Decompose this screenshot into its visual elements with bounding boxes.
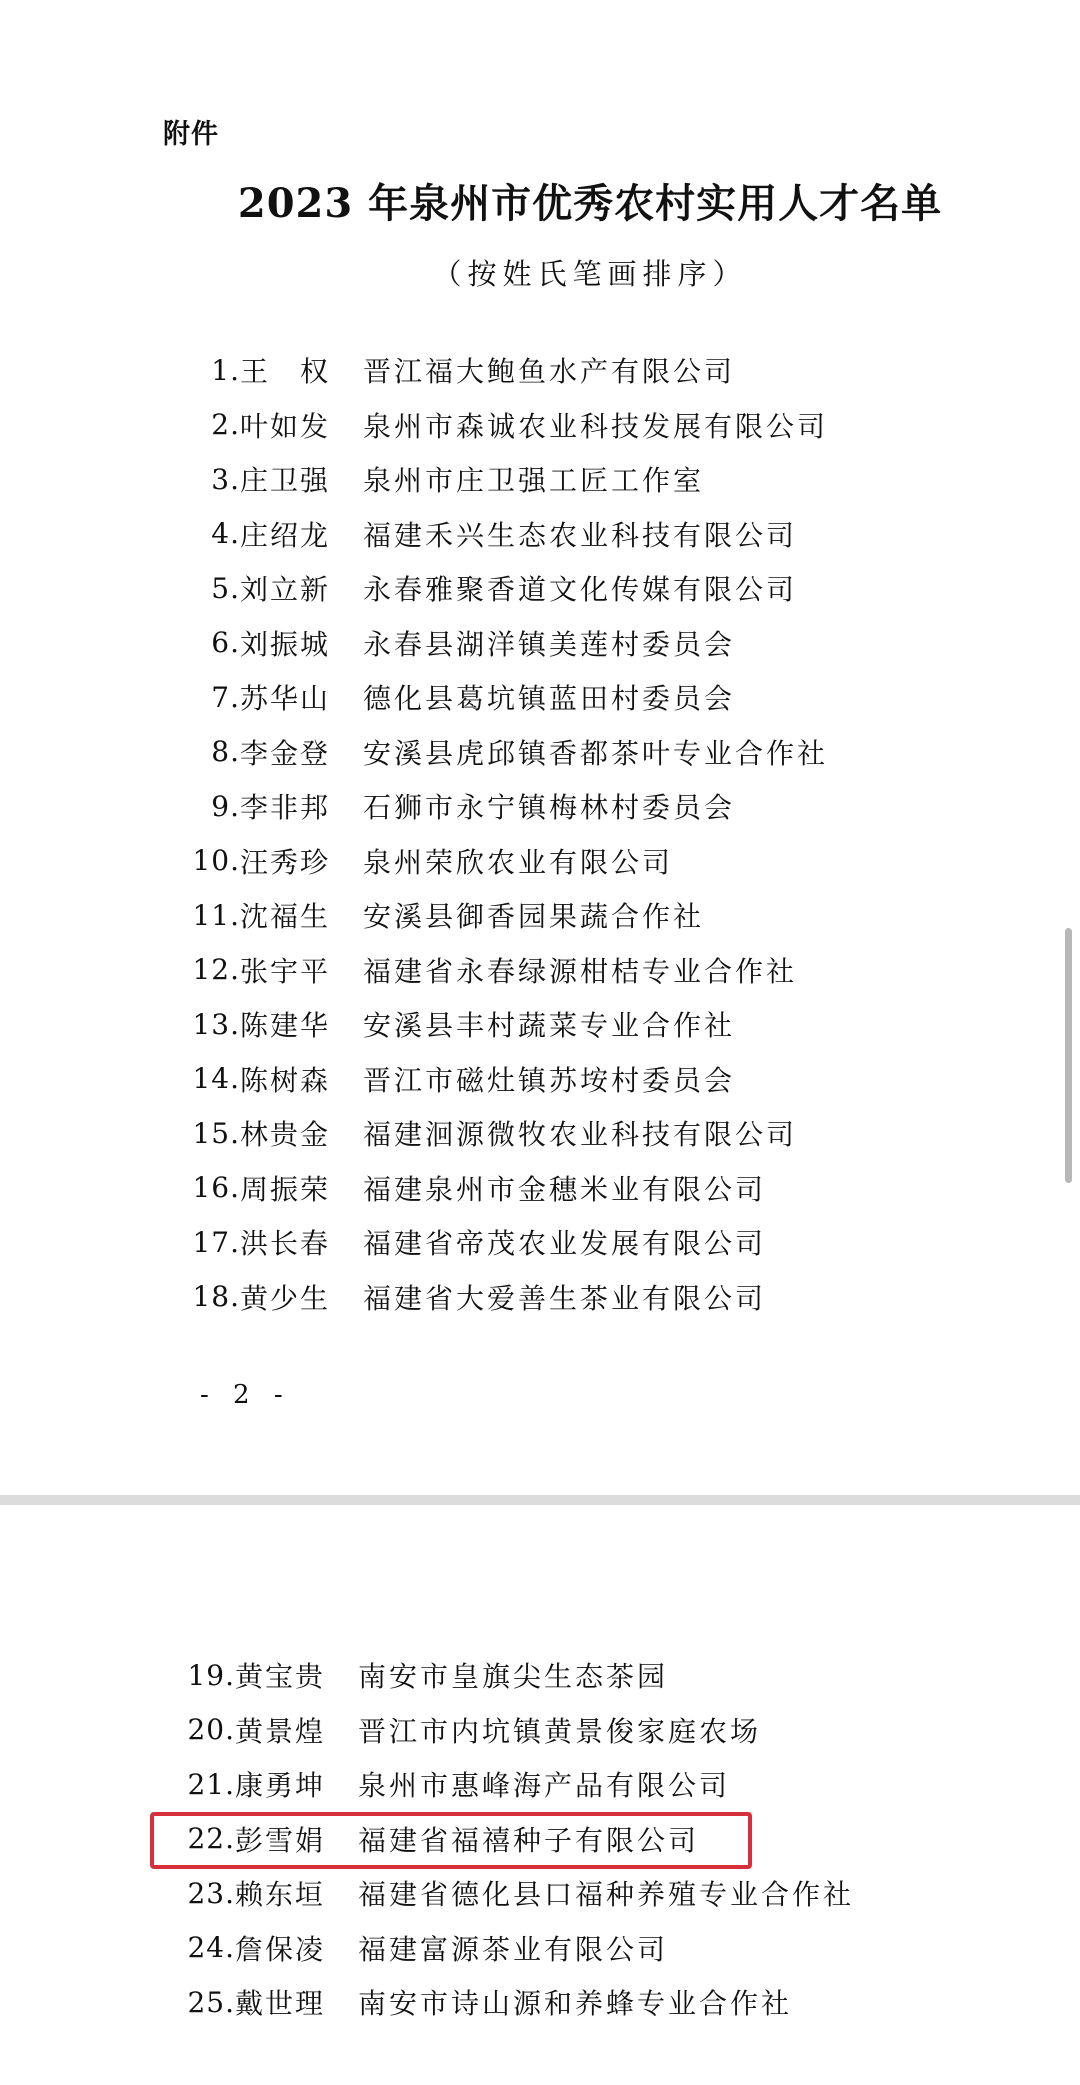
attachment-label: 附件 <box>163 119 219 150</box>
list-item <box>150 561 828 616</box>
list-item <box>150 507 828 562</box>
entry-number: 22. <box>187 1822 235 1856</box>
entry-number: 14. <box>192 1062 240 1096</box>
list-item <box>150 1270 828 1325</box>
entry-number: 25. <box>187 1985 235 2019</box>
entry-organization: 安溪县虎邱镇香都茶叶专业合作社 <box>363 736 829 770</box>
list-item <box>150 888 828 943</box>
list-item <box>150 943 828 998</box>
entry-name: 陈树森 <box>240 1063 331 1097</box>
entry-organization: 南安市皇旗尖生态茶园 <box>358 1660 669 1694</box>
entry-number: 21. <box>187 1767 235 1801</box>
entry-name: 黄景煌 <box>235 1714 326 1748</box>
entry-number: 13. <box>192 1007 240 1041</box>
entry-number: 20. <box>187 1713 235 1747</box>
entry-organization: 南安市诗山源和养蜂专业合作社 <box>358 1987 793 2021</box>
scrollbar[interactable] <box>1062 0 1080 2085</box>
entry-name: 黄少生 <box>240 1281 331 1315</box>
entry-organization: 晋江市内坑镇黄景俊家庭农场 <box>358 1714 762 1748</box>
entry-number: 6. <box>211 626 240 660</box>
entry-organization: 福建省福禧种子有限公司 <box>358 1823 700 1857</box>
entry-number: 4. <box>211 517 240 551</box>
entry-number: 11. <box>192 898 240 932</box>
entry-name: 洪长春 <box>240 1227 331 1261</box>
list-item <box>145 1648 854 1703</box>
scrollbar-thumb[interactable] <box>1065 928 1072 1183</box>
list-item <box>150 1106 828 1161</box>
entry-name: 汪秀珍 <box>240 845 331 879</box>
page-number: - 2 - <box>200 1380 291 1410</box>
list-item <box>145 1757 854 1812</box>
entry-name: 庄卫强 <box>240 464 331 498</box>
entry-number: 19. <box>187 1658 235 1692</box>
entry-name: 李非邦 <box>240 791 331 825</box>
entry-number: 24. <box>187 1931 235 1965</box>
entry-number: 9. <box>211 789 240 823</box>
entry-name: 沈福生 <box>240 900 331 934</box>
list-item <box>150 997 828 1052</box>
list-item <box>150 725 828 780</box>
entry-organization: 泉州市森诚农业科技发展有限公司 <box>363 409 829 443</box>
entry-number: 1. <box>211 353 240 387</box>
list-item <box>145 1921 854 1976</box>
entry-organization: 安溪县丰村蔬菜专业合作社 <box>363 1009 736 1043</box>
entry-organization: 福建禾兴生态农业科技有限公司 <box>363 518 798 552</box>
entry-organization: 泉州荣欣农业有限公司 <box>363 845 674 879</box>
document-title: 2023 年泉州市优秀农村实用人才名单 <box>237 180 943 227</box>
entry-number: 2. <box>211 408 240 442</box>
entry-number: 17. <box>192 1225 240 1259</box>
list-item <box>150 452 828 507</box>
entry-organization: 福建富源茶业有限公司 <box>358 1932 669 1966</box>
entry-name: 苏华山 <box>240 682 331 716</box>
entry-number: 15. <box>192 1116 240 1150</box>
entry-organization: 福建省大爱善生茶业有限公司 <box>363 1281 767 1315</box>
entry-organization: 福建泉州市金穗米业有限公司 <box>363 1172 767 1206</box>
list-item <box>150 616 828 671</box>
entry-name: 赖东垣 <box>235 1878 326 1912</box>
list-item <box>150 670 828 725</box>
entry-organization: 福建省帝茂农业发展有限公司 <box>363 1227 767 1261</box>
list-item <box>150 343 828 398</box>
entry-name: 张宇平 <box>240 954 331 988</box>
list-item <box>150 398 828 453</box>
entry-organization: 石狮市永宁镇梅林村委员会 <box>363 791 736 825</box>
entry-name: 叶如发 <box>240 409 331 443</box>
entry-name: 戴世理 <box>235 1987 326 2021</box>
entry-organization: 晋江福大鲍鱼水产有限公司 <box>363 355 736 389</box>
entry-number: 7. <box>211 680 240 714</box>
entry-organization: 福建省永春绿源柑桔专业合作社 <box>363 954 798 988</box>
entry-organization: 永春雅聚香道文化传媒有限公司 <box>363 573 798 607</box>
entry-number: 3. <box>211 462 240 496</box>
entry-organization: 晋江市磁灶镇苏垵村委员会 <box>363 1063 736 1097</box>
entry-name: 王 权 <box>240 355 331 389</box>
entry-name: 康勇坤 <box>235 1769 326 1803</box>
entry-name: 黄宝贵 <box>235 1660 326 1694</box>
entry-number: 18. <box>192 1280 240 1314</box>
entry-number: 23. <box>187 1876 235 1910</box>
list-item <box>145 1975 854 2030</box>
list-item <box>150 834 828 889</box>
list-item <box>150 779 828 834</box>
list-item <box>145 1703 854 1758</box>
page-separator <box>0 1495 1080 1505</box>
highlight-box <box>150 1812 752 1869</box>
entry-number: 12. <box>192 953 240 987</box>
entry-organization: 安溪县御香园果蔬合作社 <box>363 900 705 934</box>
entry-number: 10. <box>192 844 240 878</box>
entry-number: 8. <box>211 735 240 769</box>
entry-organization: 福建洄源微牧农业科技有限公司 <box>363 1118 798 1152</box>
entry-name: 陈建华 <box>240 1009 331 1043</box>
list-item <box>150 1052 828 1107</box>
entry-number: 5. <box>211 571 240 605</box>
entry-name: 周振荣 <box>240 1172 331 1206</box>
entry-organization: 泉州市惠峰海产品有限公司 <box>358 1769 731 1803</box>
entry-organization: 泉州市庄卫强工匠工作室 <box>363 464 705 498</box>
list-item <box>150 1161 828 1216</box>
entry-organization: 德化县葛坑镇蓝田村委员会 <box>363 682 736 716</box>
entry-name: 彭雪娟 <box>235 1823 326 1857</box>
entry-name: 刘振城 <box>240 627 331 661</box>
entry-organization: 永春县湖洋镇美莲村委员会 <box>363 627 736 661</box>
document-subtitle: （按姓氏笔画排序） <box>432 257 748 291</box>
entry-name: 林贵金 <box>240 1118 331 1152</box>
talent-list-page-1 <box>150 343 828 1324</box>
entry-organization: 福建省德化县口福种养殖专业合作社 <box>358 1878 855 1912</box>
entry-name: 李金登 <box>240 736 331 770</box>
entry-name: 詹保凌 <box>235 1932 326 1966</box>
list-item <box>150 1215 828 1270</box>
entry-name: 刘立新 <box>240 573 331 607</box>
list-item <box>145 1866 854 1921</box>
entry-number: 16. <box>192 1171 240 1205</box>
entry-name: 庄绍龙 <box>240 518 331 552</box>
